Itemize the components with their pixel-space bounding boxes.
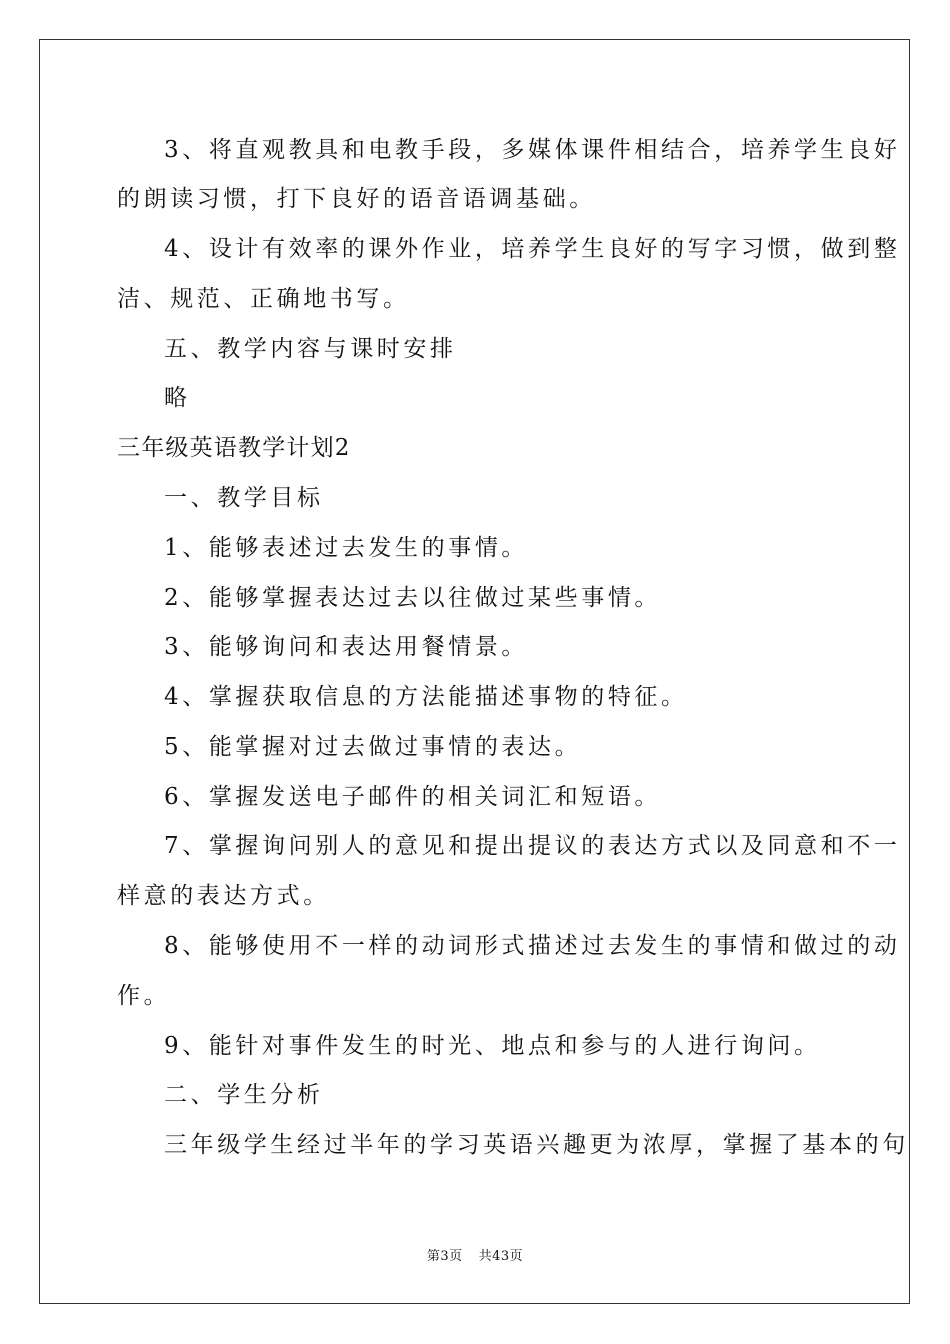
section-heading: 五、教学内容与课时安排 — [164, 336, 457, 362]
section-heading: 一、教学目标 — [164, 485, 324, 511]
list-item: 8、能够使用不一样的动词形式描述过去发生的事情和做过的动 — [164, 933, 901, 959]
list-item: 5、能掌握对过去做过事情的表达。 — [164, 734, 582, 760]
paragraph-line: 洁、规范、正确地书写。 — [117, 286, 410, 312]
paragraph-line: 略 — [164, 385, 191, 411]
document-title: 三年级英语教学计划2 — [117, 435, 351, 461]
page-footer — [0, 1248, 950, 1266]
paragraph-line: 的朗读习惯，打下良好的语音语调基础。 — [117, 186, 596, 212]
section-heading: 二、学生分析 — [164, 1082, 324, 1108]
list-item: 9、能针对事件发生的时光、地点和参与的人进行询问。 — [164, 1033, 821, 1059]
paragraph-line: 3、将直观教具和电教手段，多媒体课件相结合，培养学生良好 — [164, 137, 901, 163]
paragraph-line: 4、设计有效率的课外作业，培养学生良好的写字习惯，做到整 — [164, 236, 901, 262]
list-item: 3、能够询问和表达用餐情景。 — [164, 634, 529, 660]
list-item-continuation: 作。 — [117, 983, 171, 1009]
paragraph-line: 三年级学生经过半年的学习英语兴趣更为浓厚，掌握了基本的句 — [164, 1132, 909, 1158]
list-item: 4、掌握获取信息的方法能描述事物的特征。 — [164, 684, 688, 710]
list-item: 2、能够掌握表达过去以往做过某些事情。 — [164, 585, 662, 611]
page-total: 共43页 — [478, 1249, 524, 1264]
page-border — [39, 39, 910, 1304]
list-item-continuation: 样意的表达方式。 — [117, 883, 330, 909]
list-item: 6、掌握发送电子邮件的相关词汇和短语。 — [164, 784, 662, 810]
list-item: 1、能够表述过去发生的事情。 — [164, 535, 529, 561]
list-item: 7、掌握询问别人的意见和提出提议的表达方式以及同意和不一 — [164, 833, 901, 859]
page-number: 第3页 — [426, 1249, 463, 1264]
